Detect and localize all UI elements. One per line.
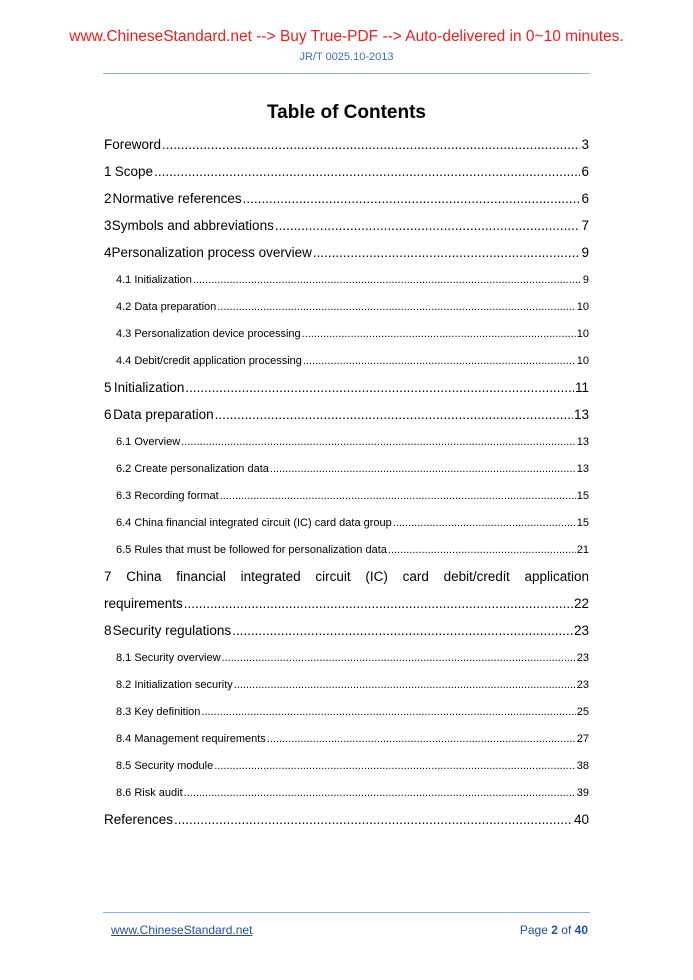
toc-entry-word: financial [176,569,226,584]
toc-entry-word: circuit [315,569,351,584]
current-page-number: 2 [551,923,558,937]
toc-subentry[interactable] [104,728,589,755]
toc-page-number: 23 [576,652,589,664]
toc-entry-text: 8.3 Key definition [116,706,201,718]
dot-leader [201,701,575,723]
toc-entry-word: debit/credit [443,569,510,584]
toc-entry-text: 4.3 Personalization device processing [116,328,301,340]
toc-entry-scope[interactable] [104,161,589,188]
dot-leader [275,215,581,237]
toc-subentry[interactable] [104,674,589,701]
toc-section-number: 7 [104,569,112,584]
dot-leader [220,485,576,507]
dot-leader [162,134,580,156]
page-label: Page [519,923,548,937]
toc-entry-text: Foreword [104,137,162,152]
toc-subentry[interactable] [104,431,589,458]
toc-section-number: 6 [104,407,112,422]
toc-section-number: 8 [104,623,112,638]
toc-page-number: 21 [576,544,589,556]
toc-entry-text: 4.2 Data preparation [116,301,217,313]
toc-page-number: 3 [581,137,589,152]
toc-page-number: 38 [576,760,589,772]
toc-page-number: 22 [573,596,589,611]
page-of-label: of [561,923,572,937]
toc-subentry[interactable] [104,296,589,323]
toc-entry-personalization-overview[interactable] [104,242,589,269]
toc-section-number: 2 [104,191,112,206]
total-pages: 40 [574,923,588,937]
toc-entry-text: 6.5 Rules that must be followed for personalization data [116,544,387,556]
toc-entry-references[interactable] [104,809,589,836]
toc-entry-text: 8.4 Management requirements [116,733,266,745]
toc-page-number: 25 [576,706,589,718]
dot-leader [313,242,581,264]
dot-leader [388,539,576,561]
header-divider [103,73,590,74]
toc-page-number: 23 [573,623,589,638]
toc-entry-text: 8.1 Security overview [116,652,221,664]
toc-entry-text: Personalization process overview [111,245,312,260]
toc-entry-text: Symbols and abbreviations [111,218,274,233]
dot-leader [215,404,573,426]
dot-leader [184,782,576,804]
toc-subentry[interactable] [104,647,589,674]
toc-subentry[interactable] [104,539,589,566]
toc-subentry[interactable] [104,755,589,782]
toc-entry-data-preparation[interactable] [104,404,589,431]
toc-entry-text: References [104,812,174,827]
toc-entry-word: (IC) [365,569,388,584]
toc-entry-normative-references[interactable] [104,188,589,215]
dot-leader [222,647,576,669]
toc-entry-text: 4.1 Initialization [116,274,192,286]
toc-section-number: 5 [104,380,112,395]
toc-page-number: 10 [576,328,589,340]
toc-entry-text: 4.4 Debit/credit application processing [116,355,302,367]
toc-page-number: 9 [581,245,589,260]
dot-leader [185,377,574,399]
toc-entry-foreword[interactable] [104,134,589,161]
toc-entry-text: 6.3 Recording format [116,490,219,502]
toc-section-number: 3 [104,218,112,233]
toc-entry-text: Scope [114,164,154,179]
toc-subentry[interactable] [104,485,589,512]
footer-divider [103,912,590,913]
toc-page-number: 10 [576,355,589,367]
dot-leader [154,161,580,183]
toc-page-number: 10 [576,301,589,313]
dot-leader [270,458,576,480]
dot-leader [234,674,576,696]
toc-subentry[interactable] [104,323,589,350]
toc-subentry[interactable] [104,782,589,809]
dot-leader [232,620,573,642]
dot-leader [174,809,573,831]
toc-entry-security-regulations[interactable] [104,620,589,647]
page-indicator [520,923,588,937]
toc-page-number: 39 [576,787,589,799]
toc-entry-text: requirements [104,596,183,611]
document-number: JR/T 0025.10-2013 [299,51,394,63]
toc-page-number: 7 [581,218,589,233]
toc-entry-word: card [402,569,429,584]
toc-entry-initialization[interactable] [104,377,589,404]
dot-leader [214,755,576,777]
toc-entry-text: Normative references [112,191,242,206]
toc-entry-text: 6.4 China financial integrated circuit (IC) card data group [116,517,392,529]
dot-leader [184,593,573,615]
toc-entry-text: 8.2 Initialization security [116,679,233,691]
toc-page-number: 15 [576,490,589,502]
toc-page-number: 23 [576,679,589,691]
toc-subentry[interactable] [104,350,589,377]
toc-page-number: 40 [573,812,589,827]
toc-entry-text: Initialization [113,380,185,395]
toc-page-number: 9 [582,274,589,286]
toc-entry-debit-credit-requirements-line2[interactable] [104,593,589,620]
toc-entry-text: Security regulations [112,623,232,638]
toc-page-number: 6 [581,191,589,206]
toc-subentry[interactable] [104,458,589,485]
toc-page-number: 13 [576,463,589,475]
dot-leader [181,431,576,453]
toc-entry-text: 6.2 Create personalization data [116,463,269,475]
table-of-contents [104,134,589,836]
dot-leader [303,350,576,372]
page-title: Table of Contents [266,102,427,123]
toc-section-number: 4 [104,245,112,260]
dot-leader [302,323,576,345]
dot-leader [193,269,582,291]
toc-page-number: 11 [574,380,589,395]
toc-page-number: 27 [576,733,589,745]
dot-leader [267,728,576,750]
toc-entry-symbols-abbreviations[interactable] [104,215,589,242]
toc-entry-text: 8.6 Risk audit [116,787,183,799]
promo-banner[interactable]: www.ChineseStandard.net --> Buy True-PDF --> Auto-delivered in 0~10 minutes. [69,28,624,45]
toc-entry-text: 8.5 Security module [116,760,214,772]
footer-website-link[interactable]: www.ChineseStandard.net [111,923,253,937]
toc-entry-word: China [126,569,162,584]
toc-subentry[interactable] [104,512,589,539]
toc-page-number: 15 [576,517,589,529]
toc-page-number: 6 [581,164,589,179]
toc-entry-debit-credit-requirements-line1[interactable] [104,566,589,593]
toc-entry-word: integrated [240,569,301,584]
dot-leader [217,296,575,318]
toc-page-number: 13 [576,436,589,448]
toc-entry-word: application [524,569,589,584]
toc-entry-text: Data preparation [113,407,214,422]
toc-section-number: 1 [104,164,112,179]
toc-entry-text: 6.1 Overview [116,436,181,448]
toc-subentry[interactable] [104,701,589,728]
dot-leader [393,512,576,534]
toc-page-number: 13 [573,407,589,422]
dot-leader [243,188,581,210]
toc-subentry[interactable] [104,269,589,296]
